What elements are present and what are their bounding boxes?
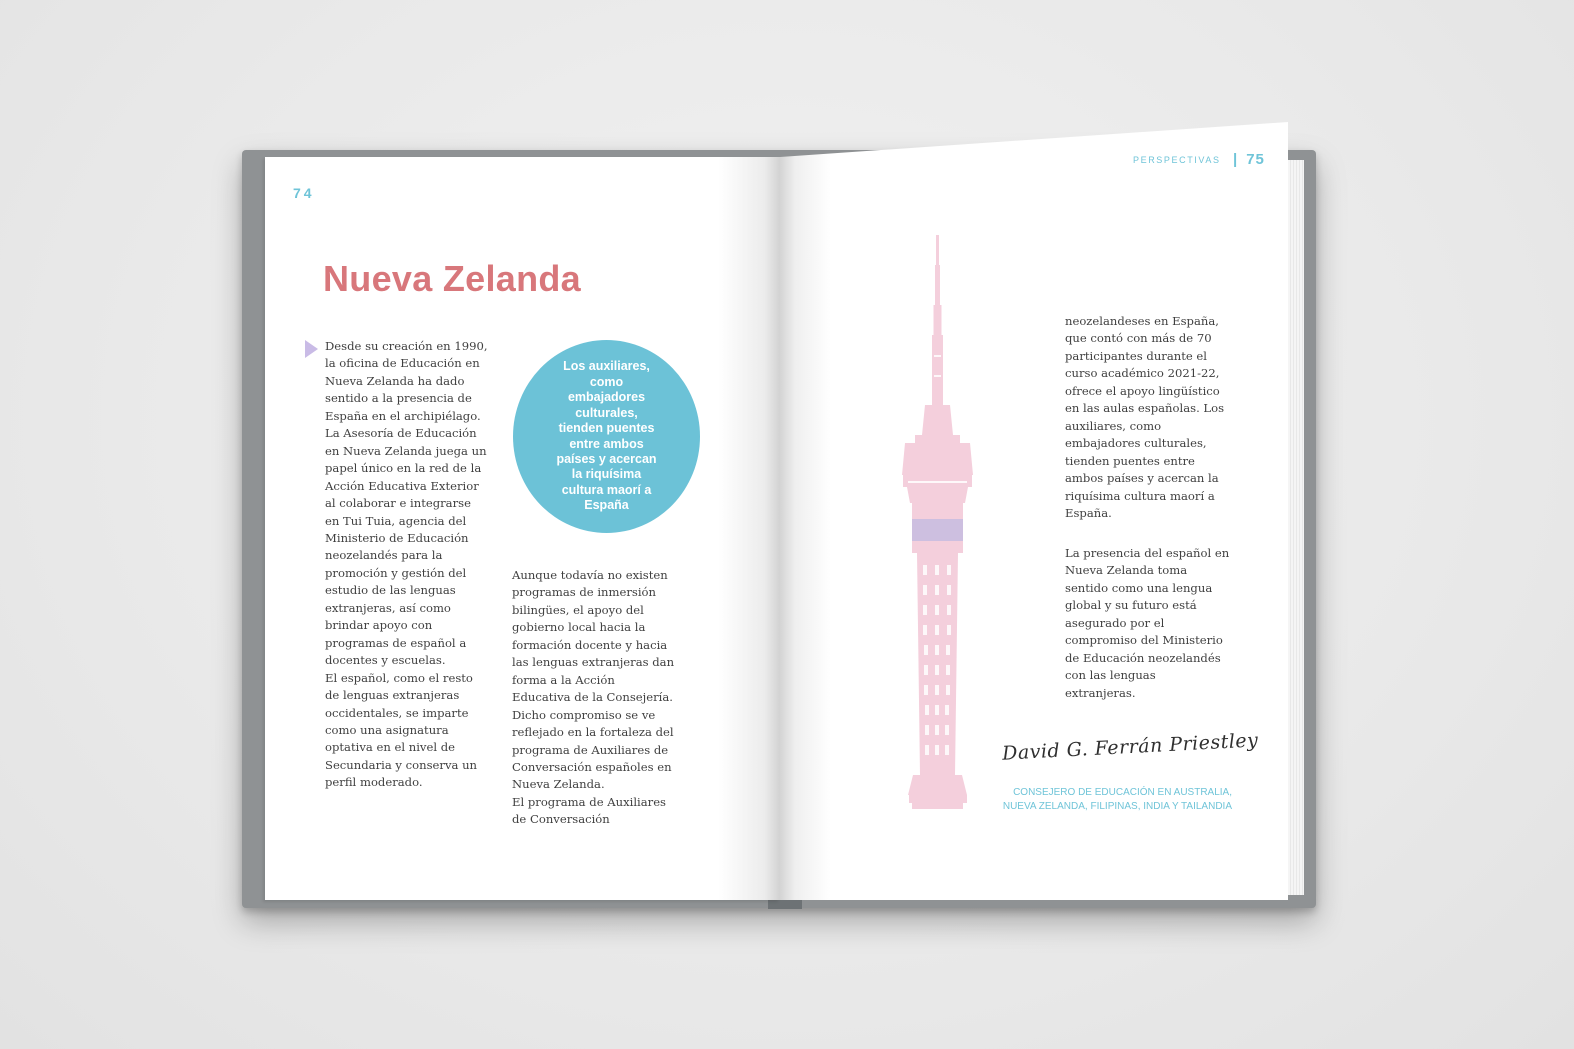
- pull-quote-text: Los auxiliares, como embajadores culturales, tienden puentes entre ambos países y acercan la riquísima cultura maorí a España: [556, 359, 657, 513]
- author-credit: CONSEJERO DE EDUCACIÓN EN AUSTRALIA, NUEVA ZELANDA, FILIPINAS, INDIA Y TAILANDIA: [1002, 787, 1232, 812]
- handwritten-signature: David G. Ferrán Priestley: [1001, 729, 1259, 765]
- page-number-left: 74: [293, 185, 315, 201]
- triangle-bullet-icon: [305, 340, 318, 358]
- page-title: Nueva Zelanda: [323, 258, 581, 299]
- sky-tower-illustration: [895, 235, 985, 815]
- running-head-separator: |: [1233, 151, 1239, 168]
- running-head: PERSPECTIVAS: [1133, 155, 1221, 165]
- pull-quote-circle: [513, 340, 700, 533]
- body-column-3: neozelandeses en España, que contó con más de 70 participantes durante el curso académico 2021-22, ofrece el apoyo lingüístico en las aulas españolas. Los auxiliares, como embajadores culturales, tienden puentes entre ambos países y acercan la riquísima cultura maorí a España.: [1065, 314, 1225, 520]
- body-column-1: Desde su creación en 1990, la oficina de Educación en Nueva Zelanda ha dado sentido a la presencia de España en el archipiélago. La Asesoría de Educación en Nueva Zelanda juega un papel único en la red de la Acción Educativa Exterior al colaborar e integrarse en Tui Tuia, agencia del Ministerio de Educación neozelandés para la promoción y gestión del estudio de las lenguas extranjeras, así como brindar apoyo con programas de español a docentes y escuelas. El español, como el resto de lenguas extranjeras occidentales, se imparte como una asignatura optativa en el nivel de Secundaria y conserva un perfil moderado.: [325, 339, 488, 790]
- body-column-3b: La presencia del español en Nueva Zelanda toma sentido como una lengua global y su futuro está asegurado por el compromiso del Ministerio de Educación neozelandés con las lenguas extranjeras.: [1065, 546, 1230, 700]
- page-number-right-value: 75: [1246, 151, 1265, 168]
- page-edges: [1288, 160, 1304, 895]
- page-number-right: [1233, 151, 1265, 168]
- body-column-2: Aunque todavía no existen programas de inmersión bilingües, el apoyo del gobierno local hacia la formación docente y hacia las lenguas extranjeras dan forma a la Acción Educativa de la Consejería. Dicho compromiso se ve reflejado en la fortaleza del programa de Auxiliares de Conversación españoles en Nueva Zelanda. El programa de Auxiliares de Conversación: [512, 568, 675, 827]
